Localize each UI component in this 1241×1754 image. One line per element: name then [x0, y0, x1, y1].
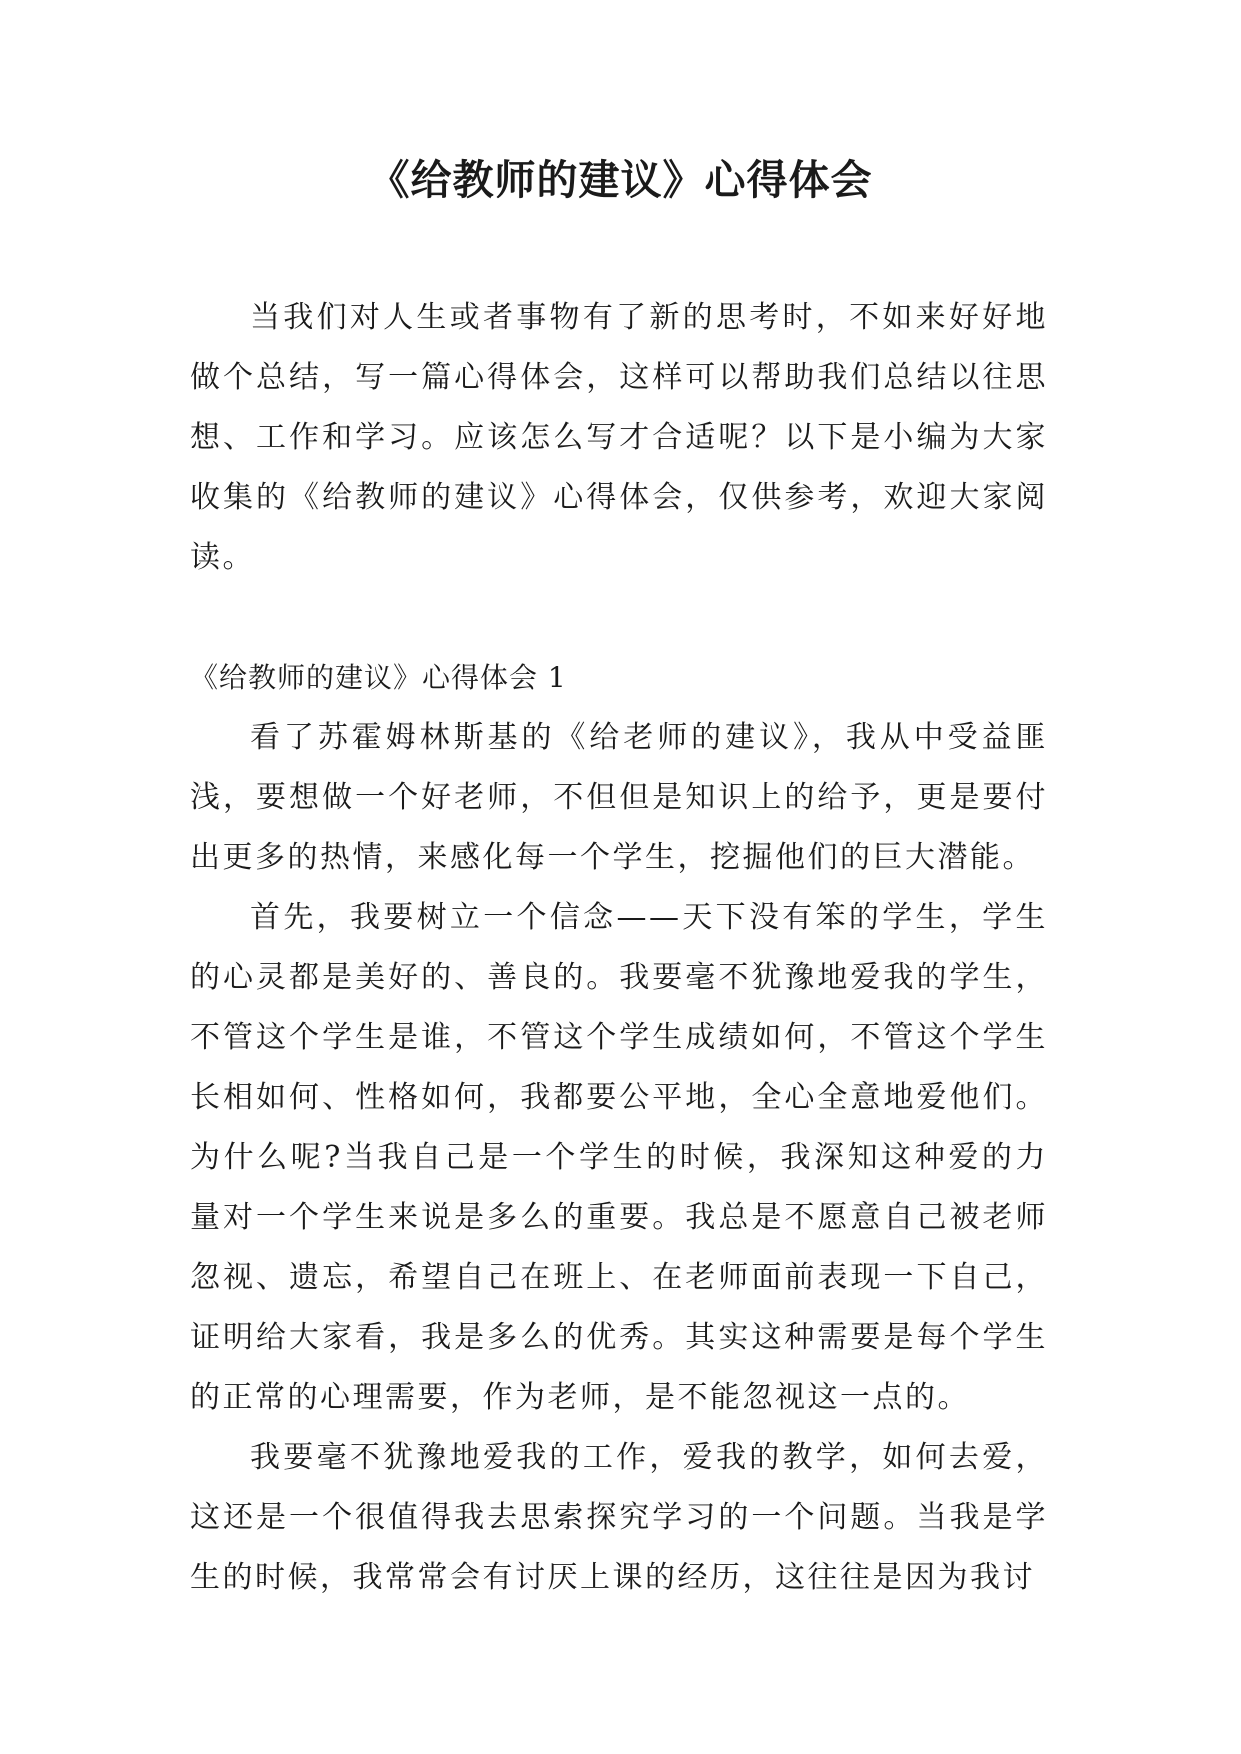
intro-paragraph: 当我们对人生或者事物有了新的思考时，不如来好好地做个总结，写一篇心得体会，这样可以帮助我们总结以往思想、工作和学习。应该怎么写才合适呢？以下是小编为大家收集的《给教师的建议》心得体会，仅供参考，欢迎大家阅读。 [190, 300, 1048, 575]
body-paragraph-2: 首先，我要树立一个信念——天下没有笨的学生，学生的心灵都是美好的、善良的。我要毫不犹豫地爱我的学生，不管这个学生是谁，不管这个学生成绩如何，不管这个学生长相如何、性格如何，我都要公平地，全心全意地爱他们。为什么呢?当我自己是一个学生的时候，我深知这种爱的力量对一个学生来说是多么的重要。我总是不愿意自己被老师忽视、遗忘，希望自己在班上、在老师面前表现一下自己，证明给大家看，我是多么的优秀。其实这种需要是每个学生的正常的心理需要，作为老师，是不能忽视这一点的。 [190, 900, 1048, 1415]
document-title: 《给教师的建议》心得体会 [368, 156, 873, 204]
body-paragraph-1: 看了苏霍姆林斯基的《给老师的建议》，我从中受益匪浅，要想做一个好老师，不但但是知识上的给予，更是要付出更多的热情，来感化每一个学生，挖掘他们的巨大潜能。 [190, 720, 1048, 875]
document-body [190, 288, 1048, 1608]
section-heading: 《给教师的建议》心得体会 1 [190, 661, 567, 694]
body-paragraph-3: 我要毫不犹豫地爱我的工作，爱我的教学，如何去爱，这还是一个很值得我去思索探究学习的一个问题。当我是学生的时候，我常常会有讨厌上课的经历，这往往是因为我讨 [190, 1440, 1048, 1595]
